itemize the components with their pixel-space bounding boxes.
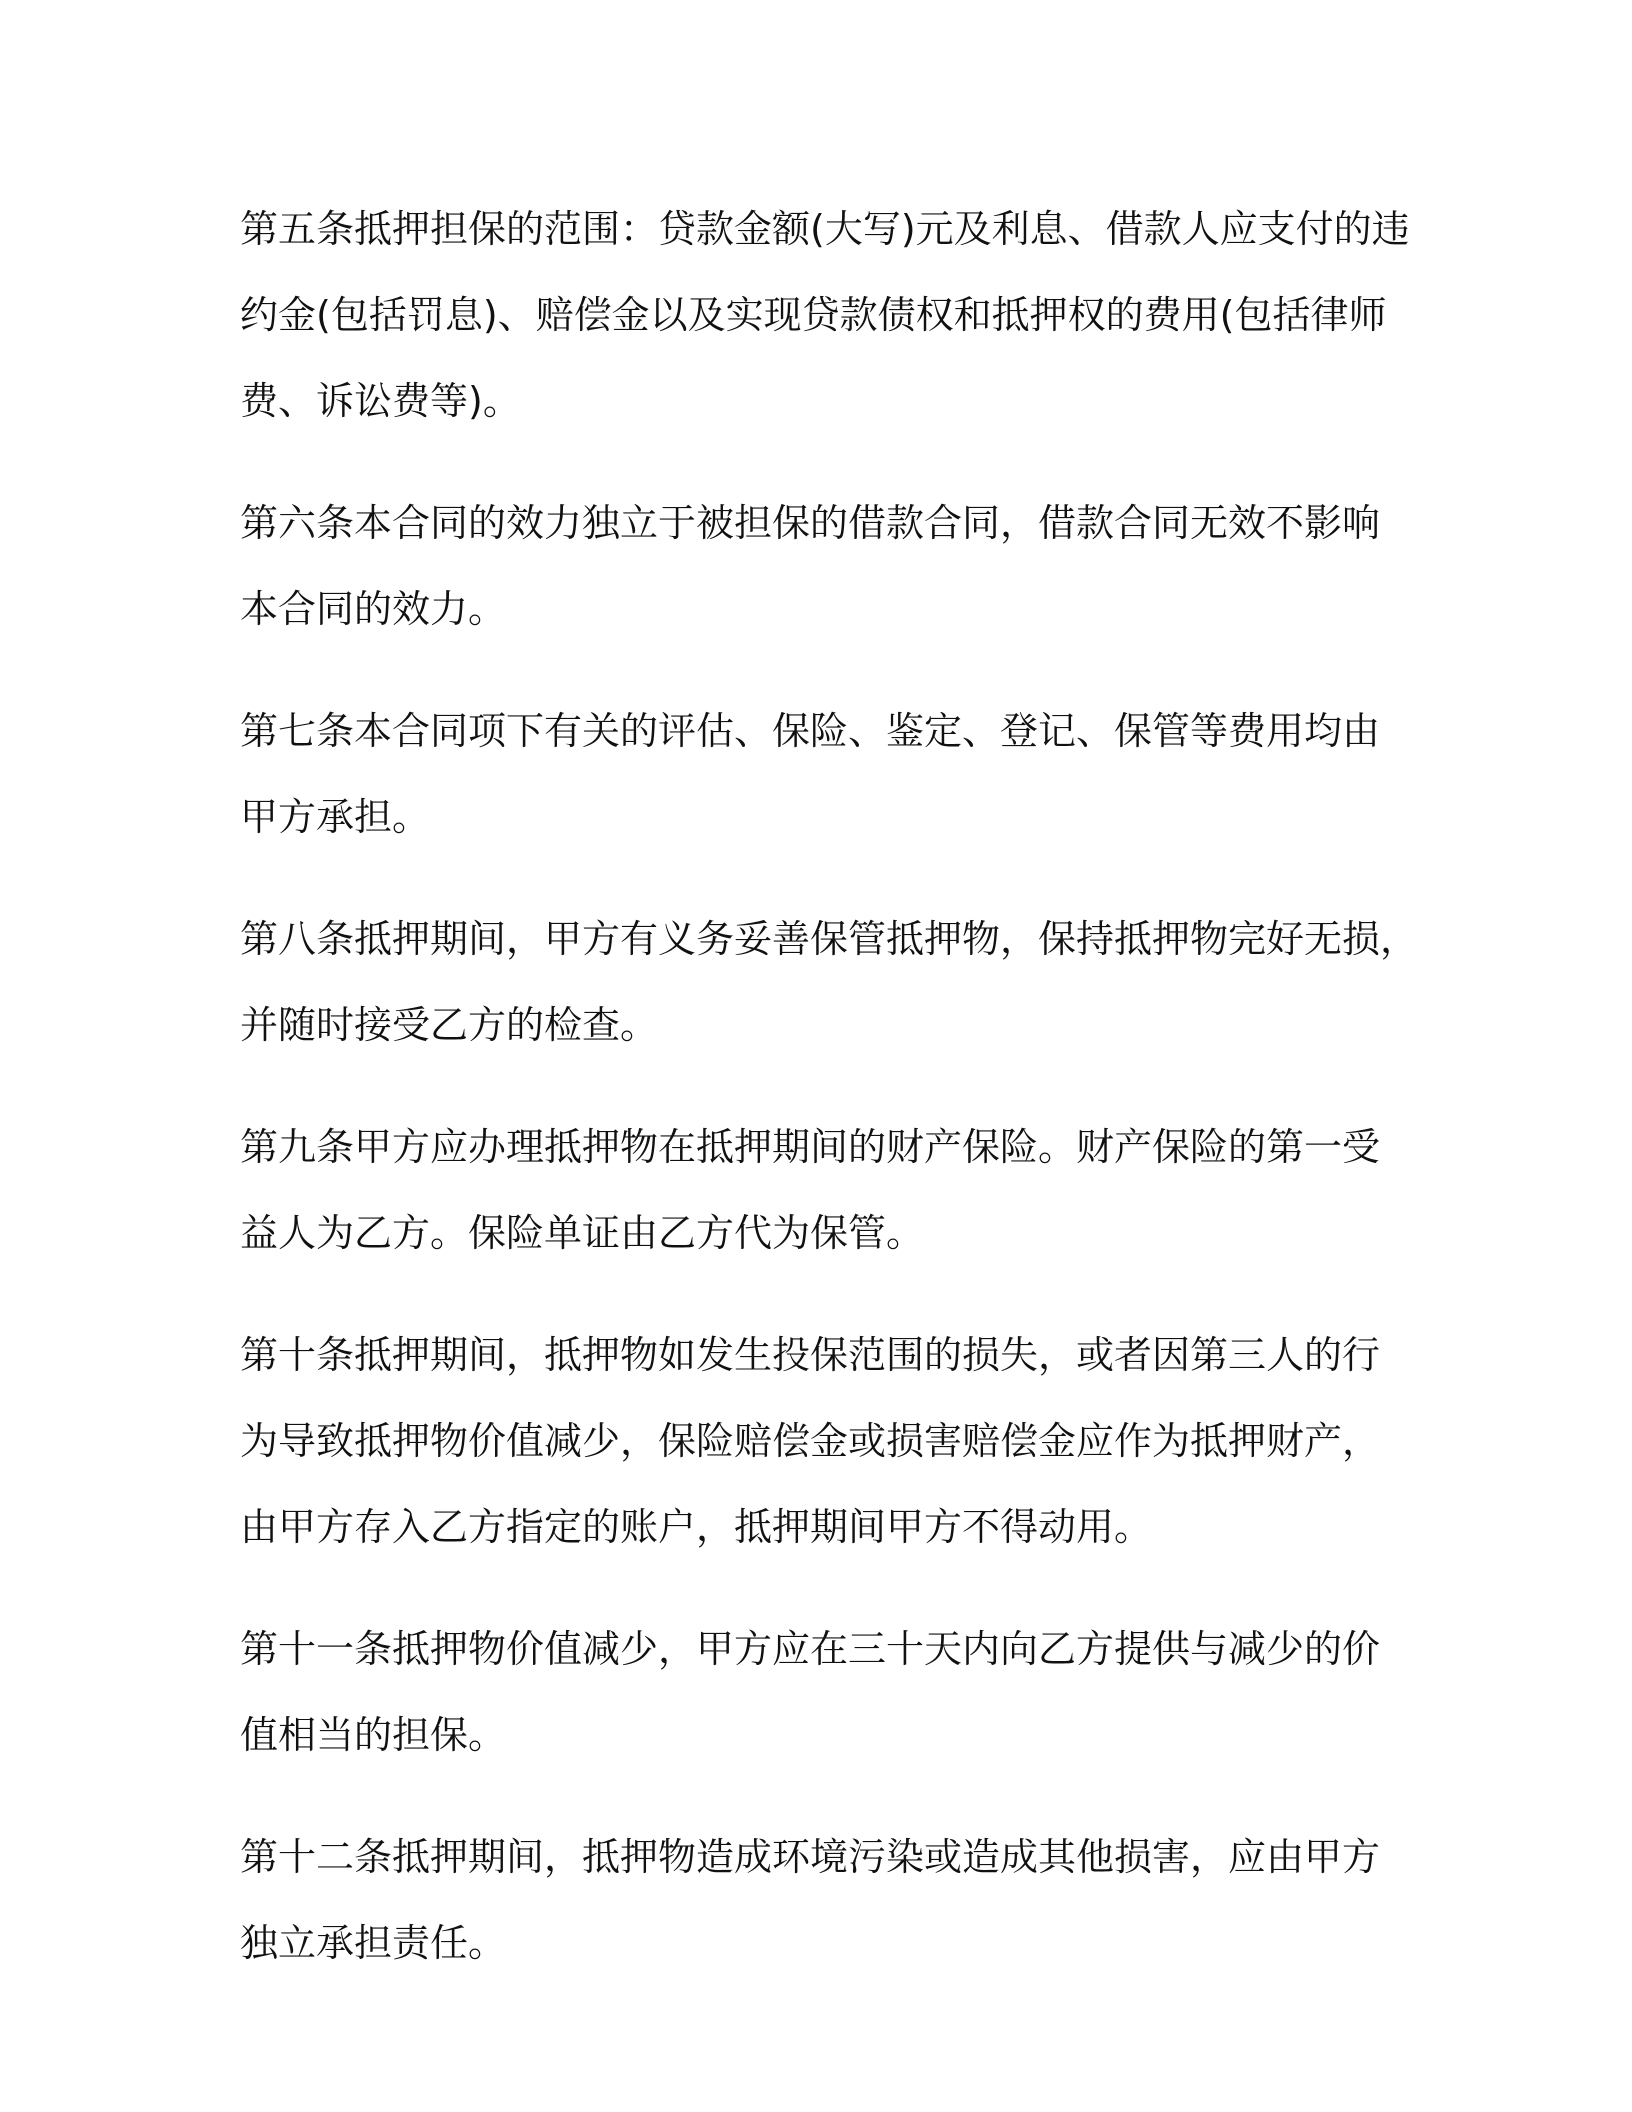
clause-line: 益人为乙方。保险单证由乙方代为保管。 (240, 1211, 925, 1255)
clause-line: 由甲方存入乙方指定的账户，抵押期间甲方不得动用。 (240, 1505, 1153, 1549)
clause-line: 第七条本合同项下有关的评估、保险、鉴定、登记、保管等费用均由 (240, 709, 1381, 753)
clause-line: 值相当的担保。 (240, 1713, 507, 1757)
clause-8 (240, 896, 1419, 1068)
clause-line: 并随时接受乙方的检查。 (240, 1003, 659, 1047)
clause-12 (240, 1814, 1390, 1986)
clause-9 (240, 1104, 1390, 1276)
clause-line: 第五条抵押担保的范围：贷款金额(大写)元及利息、借款人应支付的违 (240, 207, 1410, 251)
clause-line: 第十一条抵押物价值减少，甲方应在三十天内向乙方提供与减少的价 (240, 1627, 1381, 1671)
clause-line: 第八条抵押期间，甲方有义务妥善保管抵押物，保持抵押物完好无损， (240, 917, 1419, 961)
clause-line: 为导致抵押物价值减少，保险赔偿金或损害赔偿金应作为抵押财产， (240, 1419, 1381, 1463)
clause-line: 约金(包括罚息)、赔偿金以及实现贷款债权和抵押权的费用(包括律师 (240, 293, 1387, 337)
clause-line: 费、诉讼费等)。 (240, 379, 521, 423)
clause-5 (240, 186, 1410, 444)
clause-line: 第十条抵押期间，抵押物如发生投保范围的损失，或者因第三人的行 (240, 1333, 1381, 1377)
clause-11 (240, 1606, 1390, 1778)
clause-line: 第九条甲方应办理抵押物在抵押期间的财产保险。财产保险的第一受 (240, 1125, 1381, 1169)
clause-line: 第六条本合同的效力独立于被担保的借款合同，借款合同无效不影响 (240, 501, 1381, 545)
clause-6 (240, 480, 1390, 652)
clause-line: 独立承担责任。 (240, 1921, 507, 1965)
document-body (240, 186, 1419, 2022)
clause-10 (240, 1312, 1390, 1570)
clause-7 (240, 688, 1390, 860)
clause-line: 第十二条抵押期间，抵押物造成环境污染或造成其他损害，应由甲方 (240, 1835, 1381, 1879)
clause-line: 甲方承担。 (240, 795, 431, 839)
clause-line: 本合同的效力。 (240, 587, 507, 631)
